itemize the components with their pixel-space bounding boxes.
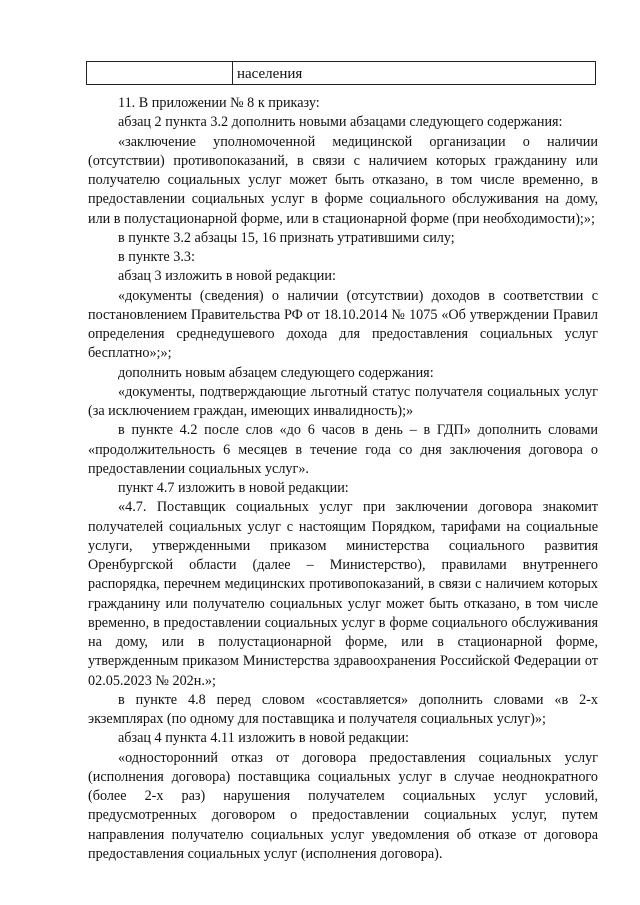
document-body [88,94,598,864]
paragraph: пункт 4.7 изложить в новой редакции: [118,480,349,496]
table-cell-divider [232,62,233,84]
paragraph: «односторонний отказ от договора предоставления социальных услуг (исполнения договора) поставщика социальных услуг в случае неоднократного (более 2-х раз) нарушения получателем социальных услуг условий, предусмотренных договором о предоставлении социальных услуг, путем направления получателю социальных услуг уведомления об отказе от договора предоставления социальных услуг (исполнения договора). [88,749,598,862]
table-cell-text: населения [237,66,303,82]
paragraph: в пункте 4.8 перед словом «составляется» дополнить словами «в 2-х экземплярах (по одному для поставщика и получателя социальных услуг)»; [88,691,598,727]
paragraph: 11. В приложении № 8 к приказу: [118,95,320,111]
paragraph: «4.7. Поставщик социальных услуг при заключении договора знакомит получателей социальных услуг с настоящим Порядком, тарифами на социальные услуги, утвержденными приказом министерства социального развития Оренбургской области (далее – Министерство), правилами внутреннего распорядка, перечнем медицинских противопоказаний, в связи с наличием которых гражданину или получателю социальных услуг может быть отказано, в том числе временно, в предоставлении социальных услуг в форме социального обслуживания на дому, или в полустационарной форме, или в стационарной форме, утвержденным приказом Министерства здравоохранения Российской Федерации от 02.05.2023 № 202н.»; [88,499,598,689]
paragraph: дополнить новым абзацем следующего содержания: [118,364,434,381]
paragraph: «документы, подтверждающие льготный статус получателя социальных услуг (за исключением граждан, имеющих инвалидность);» [88,383,598,419]
paragraph: «заключение уполномоченной медицинской организации о наличии (отсутствии) противопоказаний, в связи с наличием которых гражданину или получателю социальных услуг может быть отказано, в том числе временно, в предоставлении социальных услуг в форме социального обслуживания на дому, или в полустационарной форме, или в стационарной форме (при необходимости);»; [88,133,598,227]
paragraph: в пункте 3.2 абзацы 15, 16 признать утратившими силу; [118,229,455,246]
paragraph: абзац 2 пункта 3.2 дополнить новыми абзацами следующего содержания: [118,114,563,131]
table-fragment [86,61,596,85]
paragraph: в пункте 3.3: [118,249,195,265]
paragraph: абзац 4 пункта 4.11 изложить в новой редакции: [118,730,409,747]
paragraph: в пункте 4.2 после слов «до 6 часов в день – в ГДП» дополнить словами «продолжительность 6 месяцев в течение года со дня заключения договора о предоставлении социальных услуг». [88,422,598,477]
paragraph: абзац 3 изложить в новой редакции: [118,268,336,285]
paragraph: «документы (сведения) о наличии (отсутствии) доходов в соответствии с постановлением Правительства РФ от 18.10.2014 № 1075 «Об утверждении Правил определения среднедушевого дохода для предоставления социальных услуг бесплатно»;»; [88,287,598,362]
